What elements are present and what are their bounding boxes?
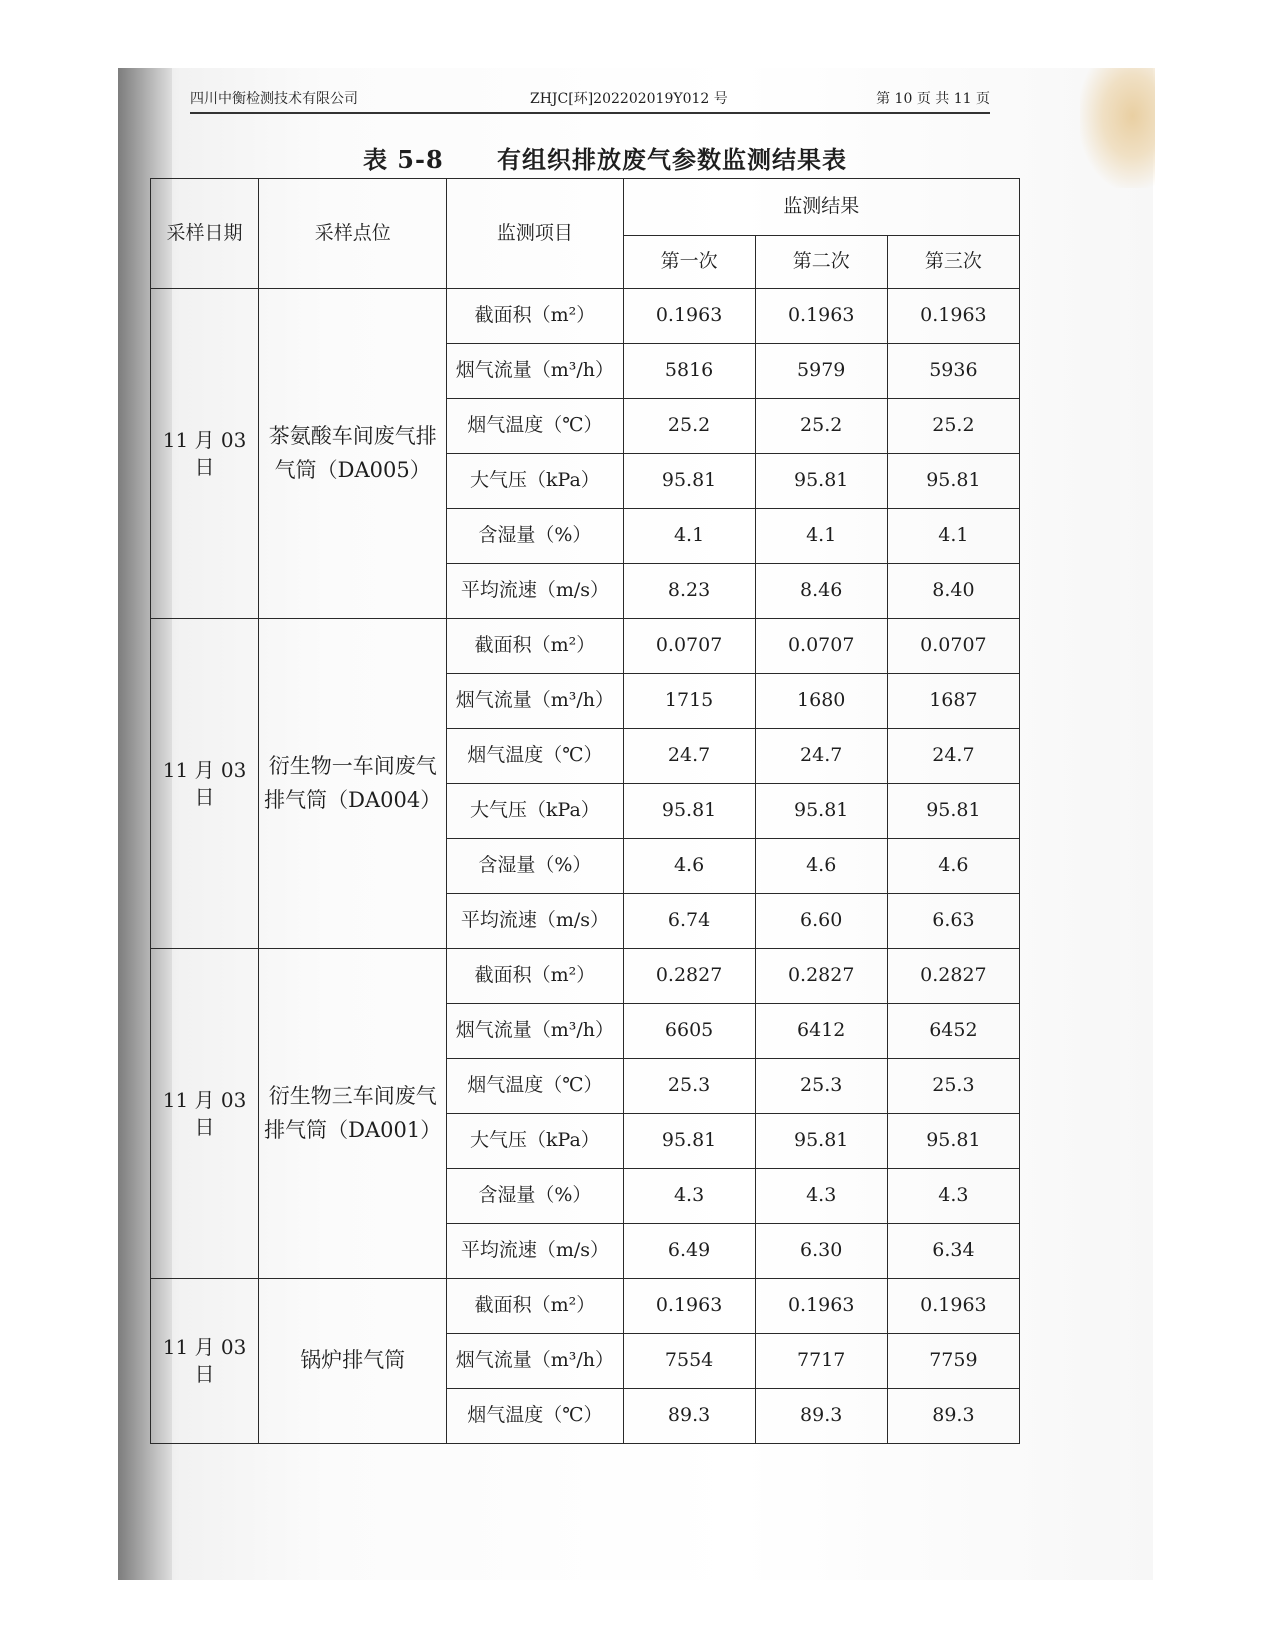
result-value-3: 8.40 xyxy=(887,564,1019,619)
result-value-3: 5936 xyxy=(887,344,1019,399)
col-header-point: 采样点位 xyxy=(259,179,447,289)
table-name: 有组织排放废气参数监测结果表 xyxy=(497,145,848,174)
result-value-3: 4.6 xyxy=(887,839,1019,894)
result-value-1: 95.81 xyxy=(623,1114,755,1169)
monitoring-item-cell: 烟气温度（℃） xyxy=(447,399,623,454)
result-value-3: 1687 xyxy=(887,674,1019,729)
result-value-2: 6.30 xyxy=(755,1224,887,1279)
result-value-1: 6.74 xyxy=(623,894,755,949)
result-value-2: 0.0707 xyxy=(755,619,887,674)
result-value-3: 24.7 xyxy=(887,729,1019,784)
monitoring-item-cell: 含湿量（%） xyxy=(447,509,623,564)
monitoring-item-cell: 烟气流量（m³/h） xyxy=(447,344,623,399)
result-value-1: 4.1 xyxy=(623,509,755,564)
result-value-2: 4.1 xyxy=(755,509,887,564)
table-number: 表 5-8 xyxy=(362,145,444,174)
monitoring-item-cell: 平均流速（m/s） xyxy=(447,894,623,949)
monitoring-item-cell: 截面积（m²） xyxy=(447,949,623,1004)
monitoring-item-cell: 烟气温度（℃） xyxy=(447,1059,623,1114)
result-value-2: 95.81 xyxy=(755,454,887,509)
monitoring-item-cell: 烟气温度（℃） xyxy=(447,1389,623,1444)
result-value-1: 8.23 xyxy=(623,564,755,619)
col-header-second: 第二次 xyxy=(755,236,887,289)
result-value-2: 0.2827 xyxy=(755,949,887,1004)
result-value-2: 1680 xyxy=(755,674,887,729)
col-header-item: 监测项目 xyxy=(447,179,623,289)
result-value-1: 24.7 xyxy=(623,729,755,784)
result-value-1: 6.49 xyxy=(623,1224,755,1279)
result-value-3: 95.81 xyxy=(887,1114,1019,1169)
result-value-3: 25.2 xyxy=(887,399,1019,454)
monitoring-item-cell: 烟气流量（m³/h） xyxy=(447,1004,623,1059)
table-row xyxy=(151,949,1020,1004)
sampling-point-cell: 锅炉排气筒 xyxy=(259,1279,447,1444)
result-value-2: 95.81 xyxy=(755,1114,887,1169)
monitoring-item-cell: 烟气流量（m³/h） xyxy=(447,674,623,729)
result-value-2: 25.3 xyxy=(755,1059,887,1114)
result-value-1: 7554 xyxy=(623,1334,755,1389)
sampling-date-cell: 11 月 03 日 xyxy=(151,1279,259,1444)
result-value-2: 4.3 xyxy=(755,1169,887,1224)
result-value-1: 6605 xyxy=(623,1004,755,1059)
result-value-2: 4.6 xyxy=(755,839,887,894)
result-value-3: 89.3 xyxy=(887,1389,1019,1444)
table-body xyxy=(151,289,1020,1444)
header-page-info: 第 10 页 共 11 页 xyxy=(876,91,990,107)
document-header xyxy=(190,82,990,114)
result-value-2: 5979 xyxy=(755,344,887,399)
col-header-date: 采样日期 xyxy=(151,179,259,289)
result-value-3: 95.81 xyxy=(887,454,1019,509)
result-value-2: 95.81 xyxy=(755,784,887,839)
sampling-date-cell: 11 月 03 日 xyxy=(151,289,259,619)
result-value-3: 6.63 xyxy=(887,894,1019,949)
result-value-1: 0.1963 xyxy=(623,1279,755,1334)
result-value-1: 1715 xyxy=(623,674,755,729)
sampling-date-cell: 11 月 03 日 xyxy=(151,949,259,1279)
result-value-1: 4.3 xyxy=(623,1169,755,1224)
result-value-2: 6412 xyxy=(755,1004,887,1059)
result-value-3: 4.1 xyxy=(887,509,1019,564)
result-value-3: 0.1963 xyxy=(887,1279,1019,1334)
table-row xyxy=(151,1279,1020,1334)
result-value-1: 89.3 xyxy=(623,1389,755,1444)
col-header-results: 监测结果 xyxy=(623,179,1020,236)
header-report-code: ZHJC[环]202202019Y012 号 xyxy=(530,91,728,107)
col-header-third: 第三次 xyxy=(887,236,1019,289)
result-value-3: 4.3 xyxy=(887,1169,1019,1224)
result-value-1: 0.0707 xyxy=(623,619,755,674)
result-value-3: 7759 xyxy=(887,1334,1019,1389)
result-value-3: 0.1963 xyxy=(887,289,1019,344)
monitoring-item-cell: 烟气流量（m³/h） xyxy=(447,1334,623,1389)
table-row xyxy=(151,619,1020,674)
result-value-1: 25.3 xyxy=(623,1059,755,1114)
result-value-2: 24.7 xyxy=(755,729,887,784)
monitoring-item-cell: 平均流速（m/s） xyxy=(447,1224,623,1279)
result-value-3: 95.81 xyxy=(887,784,1019,839)
table-row xyxy=(151,289,1020,344)
monitoring-item-cell: 大气压（kPa） xyxy=(447,1114,623,1169)
result-value-1: 95.81 xyxy=(623,454,755,509)
result-value-3: 25.3 xyxy=(887,1059,1019,1114)
monitoring-item-cell: 截面积（m²） xyxy=(447,289,623,344)
monitoring-item-cell: 截面积（m²） xyxy=(447,1279,623,1334)
result-value-2: 25.2 xyxy=(755,399,887,454)
result-value-3: 0.2827 xyxy=(887,949,1019,1004)
monitoring-item-cell: 烟气温度（℃） xyxy=(447,729,623,784)
sampling-point-cell: 茶氨酸车间废气排气筒（DA005） xyxy=(259,289,447,619)
col-header-first: 第一次 xyxy=(623,236,755,289)
header-row-1 xyxy=(151,179,1020,236)
table-title xyxy=(190,140,1020,175)
sampling-point-cell: 衍生物一车间废气排气筒（DA004） xyxy=(259,619,447,949)
result-value-2: 7717 xyxy=(755,1334,887,1389)
result-value-2: 8.46 xyxy=(755,564,887,619)
result-value-2: 0.1963 xyxy=(755,1279,887,1334)
result-value-1: 25.2 xyxy=(623,399,755,454)
monitoring-item-cell: 平均流速（m/s） xyxy=(447,564,623,619)
result-value-3: 6.34 xyxy=(887,1224,1019,1279)
monitoring-item-cell: 大气压（kPa） xyxy=(447,784,623,839)
result-value-2: 6.60 xyxy=(755,894,887,949)
corner-stain xyxy=(1080,68,1155,188)
result-value-1: 0.2827 xyxy=(623,949,755,1004)
monitoring-item-cell: 大气压（kPa） xyxy=(447,454,623,509)
results-table xyxy=(150,178,1020,1444)
header-company: 四川中衡检测技术有限公司 xyxy=(190,91,358,107)
result-value-1: 5816 xyxy=(623,344,755,399)
monitoring-item-cell: 含湿量（%） xyxy=(447,839,623,894)
monitoring-item-cell: 截面积（m²） xyxy=(447,619,623,674)
sampling-point-cell: 衍生物三车间废气排气筒（DA001） xyxy=(259,949,447,1279)
result-value-1: 95.81 xyxy=(623,784,755,839)
result-value-3: 0.0707 xyxy=(887,619,1019,674)
result-value-1: 4.6 xyxy=(623,839,755,894)
result-value-3: 6452 xyxy=(887,1004,1019,1059)
result-value-2: 89.3 xyxy=(755,1389,887,1444)
result-value-1: 0.1963 xyxy=(623,289,755,344)
result-value-2: 0.1963 xyxy=(755,289,887,344)
sampling-date-cell: 11 月 03 日 xyxy=(151,619,259,949)
monitoring-item-cell: 含湿量（%） xyxy=(447,1169,623,1224)
